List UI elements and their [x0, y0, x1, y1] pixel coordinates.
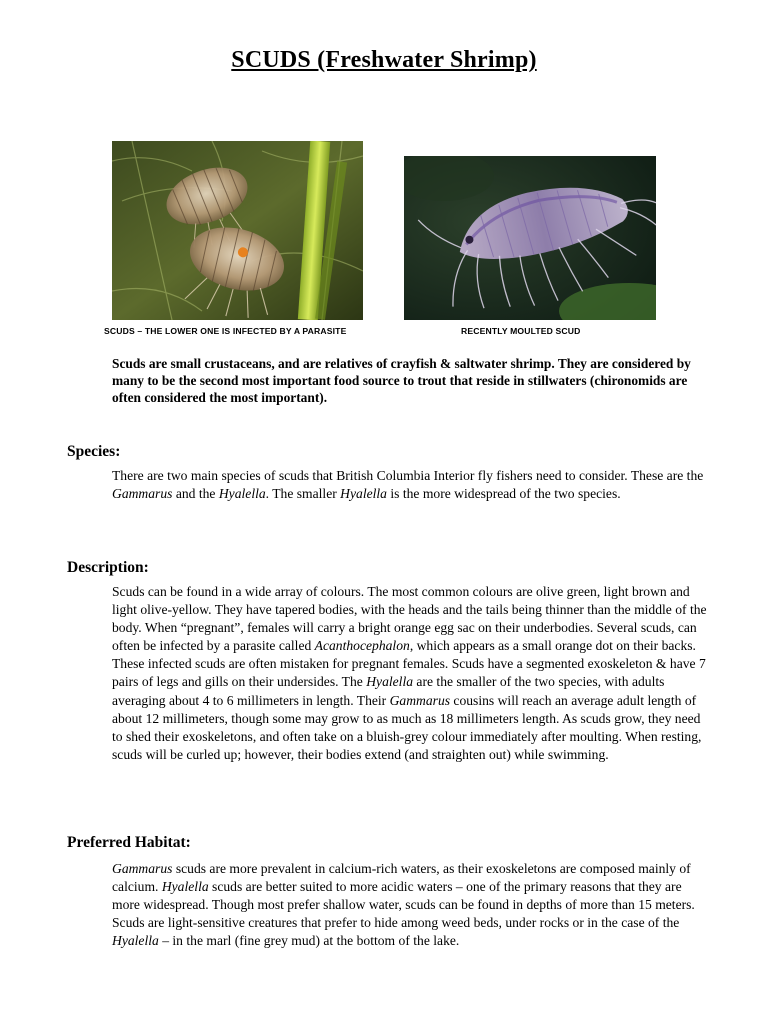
section-heading-species: Species:	[67, 443, 121, 460]
text-run: cousins will reach an average adult length of about 12 millimeters, though some may grow to as much as 18 millimeters length. As scuds grow, they need to shed their exoskeletons, and often take on a bluish-grey colour immediately after moulting. When resting, scuds will be curled up; however, their bodies extend (and straighten out) while swimming.	[112, 692, 702, 762]
text-run: scuds are better suited to more acidic waters – one of the primary reasons that they are more widespread. Though most prefer shallow water, scuds can be found in depths of more than 15 meters. Scuds are light-sensitive creatures that prefer to hide among weed beds, under rocks or in the case of the	[112, 879, 695, 931]
species-name: Gammarus	[389, 692, 451, 708]
intro-paragraph: Scuds are small crustaceans, and are relatives of crayfish & saltwater shrimp. They are considered by many to be the second most important food source to trout that reside in stillwaters (chironomids are often considered the most important).	[112, 356, 691, 405]
figure-caption: RECENTLY MOULTED SCUD	[461, 326, 581, 336]
species-name: Hyalella	[340, 486, 387, 502]
section-heading-description: Description:	[67, 559, 149, 576]
text-run: is the more widespread of the two species.	[386, 486, 621, 502]
description-paragraph	[112, 583, 710, 764]
moulted-scud-photo	[404, 156, 656, 320]
figure-caption: SCUDS – THE LOWER ONE IS INFECTED BY A PARASITE	[104, 326, 347, 336]
text-run: scuds are more prevalent in calcium-rich waters, as their exoskeletons are composed mainly of calcium.	[112, 861, 691, 895]
page-title: SCUDS (Freshwater Shrimp)	[231, 47, 537, 73]
text-run: There are two main species of scuds that British Columbia Interior fly fishers need to consider. These are the	[112, 468, 704, 483]
habitat-paragraph	[112, 860, 710, 950]
species-name: Hyalella	[112, 933, 159, 949]
text-run: , which appears as a small orange dot on their backs. These infected scuds are often mistaken for pregnant females. Scuds have a segmented exoskeleton & have 7 pairs of legs and gills on their undersides. The	[112, 638, 706, 690]
species-name: Hyalella	[366, 674, 414, 690]
species-name: Gammarus	[112, 861, 173, 876]
species-name: Acanthocephalon	[314, 638, 410, 654]
text-run: are the smaller of the two species, with adults averaging about 4 to 6 millimeters in length. Their	[112, 674, 665, 708]
text-run: and the	[172, 486, 219, 502]
species-paragraph	[112, 467, 710, 503]
scuds-on-weed-stem-photo	[112, 141, 363, 320]
species-name: Hyalella	[161, 879, 209, 895]
species-name: Gammarus	[112, 486, 173, 502]
species-name: Hyalella	[218, 486, 266, 502]
text-run: – in the marl (fine grey mud) at the bottom of the lake.	[158, 933, 460, 949]
text-run: . The smaller	[265, 486, 341, 502]
text-run: Scuds can be found in a wide array of colours. The most common colours are olive green, light brown and light olive-yellow. They have tapered bodies, with the heads and the tails being thinner than the middle of the body. When “pregnant”, females will carry a bright orange egg sac on their underbodies. Several scuds, can often be infected by a parasite called	[112, 584, 707, 654]
section-heading-habitat: Preferred Habitat:	[67, 834, 191, 851]
